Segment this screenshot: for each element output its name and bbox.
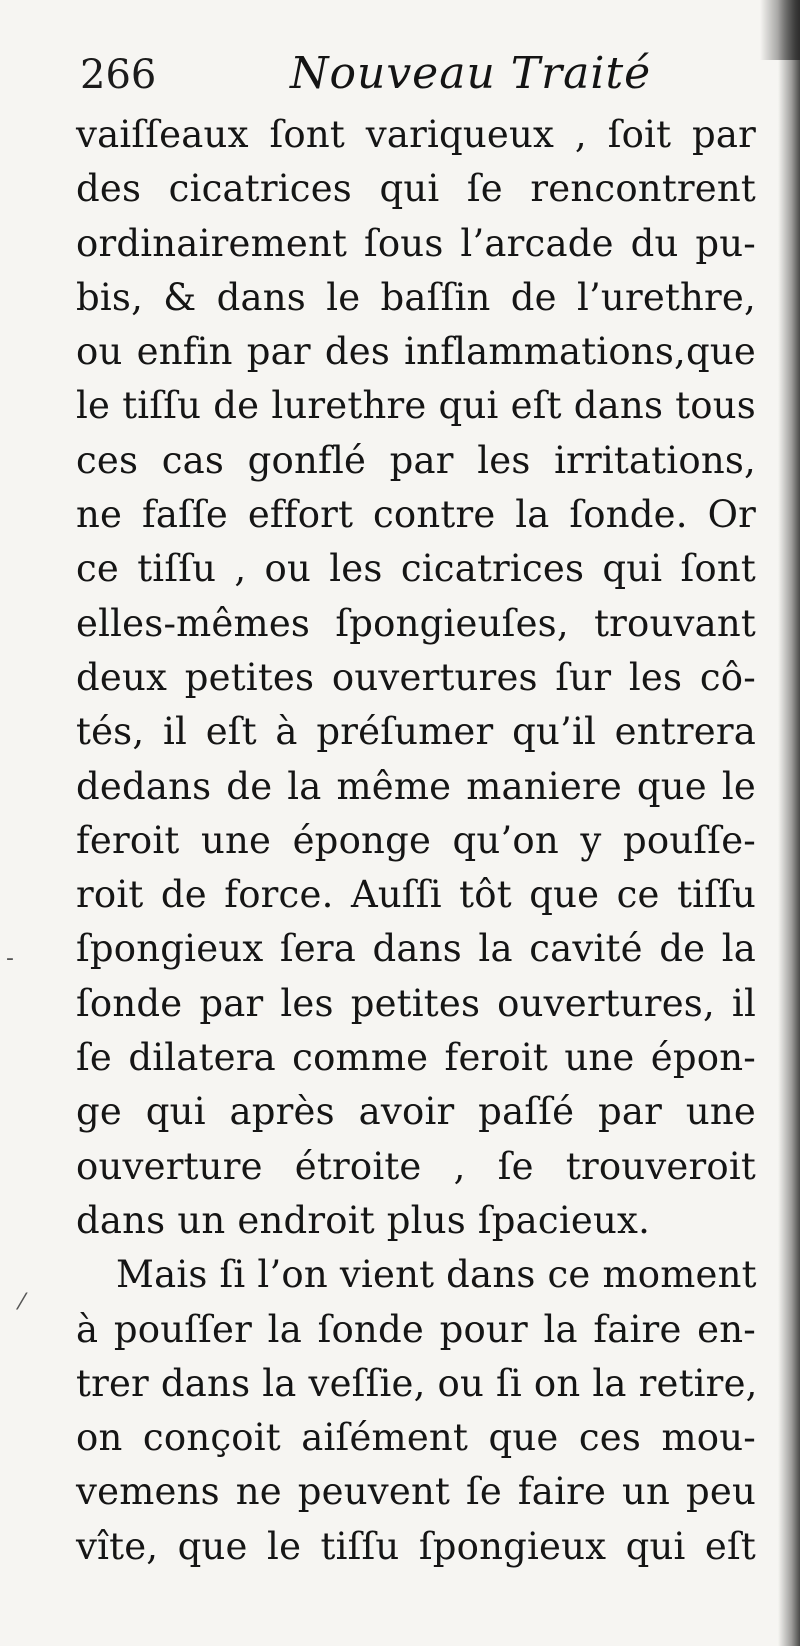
text-line: ſpongieux ſera dans la cavité de la — [76, 927, 756, 971]
text-line: ge qui après avoir paſſé par une — [76, 1090, 756, 1134]
text-line: vemens ne peuvent ſe faire un peu — [76, 1470, 756, 1514]
text-line: ſonde par les petites ouvertures, il — [76, 981, 756, 1025]
text-line: dans un endroit plus ſpacieux. — [76, 1198, 651, 1242]
text-line: des cicatrices qui ſe rencontrent — [76, 167, 756, 211]
text-line: on conçoit aiſément que ces mou- — [76, 1416, 756, 1460]
text-line: ce tiſſu , ou les cicatrices qui ſont — [76, 547, 756, 591]
text-line: ou enfin par des inflammations,que — [76, 330, 756, 374]
text-line: vaiſſeaux ſont variqueux , ſoit par — [76, 113, 756, 156]
page-header — [80, 48, 740, 106]
text-line: à pouſſer la ſonde pour la faire en- — [76, 1307, 756, 1351]
body-text — [76, 108, 756, 1574]
text-line: deux petites ouvertures ſur les cô- — [76, 655, 756, 699]
running-title: Nouveau Traité — [290, 48, 652, 99]
binding-shadow-corner — [760, 0, 800, 60]
page-number: 266 — [80, 52, 157, 98]
text-line: trer dans la veſſie, ou ſi on la retire, — [76, 1361, 758, 1405]
margin-slash-mark: ⁄ — [20, 1290, 24, 1315]
text-line: feroit une éponge qu’on y pouſſe- — [76, 818, 756, 862]
text-line: le tiſſu de lurethre qui eſt dans tous — [76, 384, 756, 428]
text-line: ces cas gonflé par les irritations, — [76, 438, 756, 482]
text-line: ne faſſe effort contre la ſonde. Or — [76, 493, 756, 537]
text-line: vîte, que le tiſſu ſpongieux qui eſt — [76, 1524, 756, 1568]
text-line: elles-mêmes ſpongieuſes, trouvant — [76, 601, 756, 645]
text-line: ordinairement ſous l’arcade du pu- — [76, 221, 756, 265]
margin-dash-mark: - — [6, 946, 14, 971]
text-line: ouverture étroite , ſe trouveroit — [76, 1144, 756, 1188]
binding-shadow — [778, 0, 800, 1646]
text-line: tés, il eſt à préſumer qu’il entrera — [76, 710, 756, 754]
text-line: dedans de la même maniere que le — [76, 764, 756, 808]
text-line: bis, & dans le baſſin de l’urethre, — [76, 275, 756, 319]
paragraph-first-line: Mais ſi l’on vient dans ce moment — [116, 1253, 757, 1297]
text-line: ſe dilatera comme feroit une épon- — [76, 1036, 756, 1080]
text-line: roit de force. Auſſi tôt que ce tiſſu — [76, 873, 756, 917]
